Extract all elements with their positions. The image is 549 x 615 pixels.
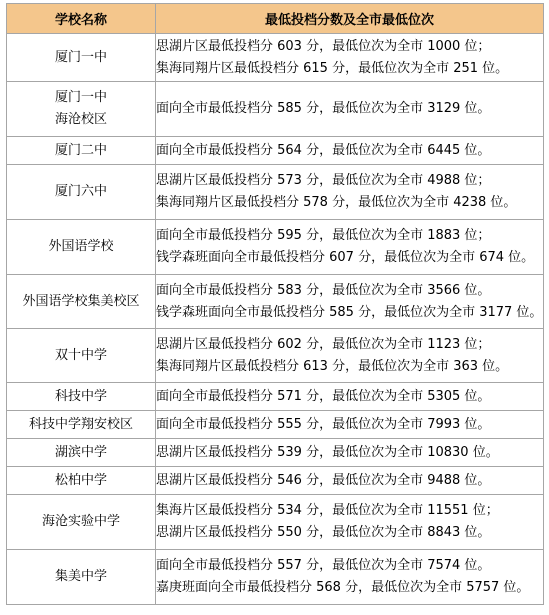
score-detail-cell: [156, 137, 544, 165]
table-row: [7, 550, 544, 605]
table-body: [7, 34, 544, 605]
score-detail-cell: [156, 411, 544, 439]
score-detail-line: 思湖片区最低投档分 539 分，最低位次为全市 10830 位。: [156, 444, 499, 460]
table-row: [7, 220, 544, 275]
school-name: 湖滨中学: [54, 444, 107, 460]
school-name: 科技中学翔安校区: [28, 416, 133, 432]
score-detail-cell: [156, 82, 544, 137]
header-school-name: 学校名称: [7, 4, 156, 34]
table-row: [7, 34, 544, 82]
table-header-row: [7, 4, 544, 34]
school-name-cell: [7, 137, 156, 165]
school-name-cell: [7, 411, 156, 439]
score-detail-cell: [156, 34, 544, 82]
score-detail-cell: [156, 495, 544, 550]
score-detail-line: 集海同翔片区最低投档分 615 分，最低位次为全市 251 位。: [156, 60, 509, 76]
school-name-cell: [7, 550, 156, 605]
school-name-cell: [7, 275, 156, 329]
score-detail-line: 钱学森班面向全市最低投档分 585 分，最低位次为全市 3177 位。: [156, 304, 543, 320]
score-detail-line: 面向全市最低投档分 557 分，最低位次为全市 7574 位。: [156, 558, 491, 573]
score-detail-cell: [156, 550, 544, 605]
school-name-cell: [7, 329, 156, 383]
score-detail-line: 面向全市最低投档分 571 分，最低位次为全市 5305 位。: [156, 388, 491, 404]
score-detail-line: 思湖片区最低投档分 603 分，最低位次为全市 1000 位；: [156, 38, 491, 54]
score-detail-line: 面向全市最低投档分 585 分，最低位次为全市 3129 位。: [156, 101, 491, 116]
table-row: [7, 165, 544, 220]
school-name: 海沧实验中学: [41, 514, 120, 529]
school-name: 海沧校区: [54, 112, 107, 127]
score-detail-line: 集海同翔片区最低投档分 613 分，最低位次为全市 363 位。: [156, 358, 509, 374]
school-name: 厦门二中: [54, 142, 107, 158]
score-detail-cell: [156, 220, 544, 275]
table-row: [7, 411, 544, 439]
score-detail-cell: [156, 275, 544, 329]
score-detail-cell: [156, 467, 544, 495]
school-name-cell: [7, 467, 156, 495]
school-name: 集美中学: [54, 569, 107, 584]
score-detail-line: 思湖片区最低投档分 546 分，最低位次为全市 9488 位。: [156, 472, 491, 488]
table-row: [7, 383, 544, 411]
table-row: [7, 495, 544, 550]
admission-score-table: [6, 3, 544, 605]
score-detail-line: 面向全市最低投档分 583 分，最低位次为全市 3566 位。: [156, 282, 491, 298]
table-row: [7, 137, 544, 165]
school-name-cell: [7, 165, 156, 220]
score-detail-line: 思湖片区最低投档分 550 分，最低位次为全市 8843 位。: [156, 525, 491, 540]
score-detail-line: 面向全市最低投档分 564 分，最低位次为全市 6445 位。: [156, 142, 491, 158]
school-name: 厦门一中: [54, 90, 107, 105]
school-name-cell: [7, 495, 156, 550]
school-name: 厦门六中: [54, 184, 107, 199]
school-name-cell: [7, 383, 156, 411]
score-detail-cell: [156, 165, 544, 220]
school-name-cell: [7, 34, 156, 82]
school-name: 松柏中学: [54, 472, 107, 488]
score-detail-line: 集海片区最低投档分 534 分，最低位次为全市 11551 位；: [156, 503, 499, 518]
score-detail-line: 思湖片区最低投档分 573 分，最低位次为全市 4988 位；: [156, 173, 491, 188]
school-name-cell: [7, 439, 156, 467]
header-min-score-rank: 最低投档分数及全市最低位次: [156, 4, 544, 34]
score-detail-line: 钱学森班面向全市最低投档分 607 分，最低位次为全市 674 位。: [156, 250, 535, 265]
school-name: 外国语学校: [48, 239, 114, 254]
table-row: [7, 467, 544, 495]
table-row: [7, 275, 544, 329]
score-detail-cell: [156, 439, 544, 467]
table-row: [7, 82, 544, 137]
table-row: [7, 439, 544, 467]
school-name: 科技中学: [54, 388, 107, 404]
score-detail-line: 面向全市最低投档分 595 分，最低位次为全市 1883 位；: [156, 228, 491, 243]
score-detail-line: 思湖片区最低投档分 602 分，最低位次为全市 1123 位；: [156, 336, 491, 352]
score-detail-cell: [156, 383, 544, 411]
score-detail-line: 嘉庚班面向全市最低投档分 568 分，最低位次为全市 5757 位。: [156, 580, 530, 595]
table-row: [7, 329, 544, 383]
school-name-cell: [7, 220, 156, 275]
score-detail-line: 集海同翔片区最低投档分 578 分，最低位次为全市 4238 位。: [156, 195, 517, 210]
school-name-cell: [7, 82, 156, 137]
school-name: 双十中学: [54, 347, 107, 363]
score-detail-cell: [156, 329, 544, 383]
school-name: 厦门一中: [54, 49, 107, 65]
score-detail-line: 面向全市最低投档分 555 分，最低位次为全市 7993 位。: [156, 416, 491, 432]
school-name: 外国语学校集美校区: [22, 293, 140, 309]
